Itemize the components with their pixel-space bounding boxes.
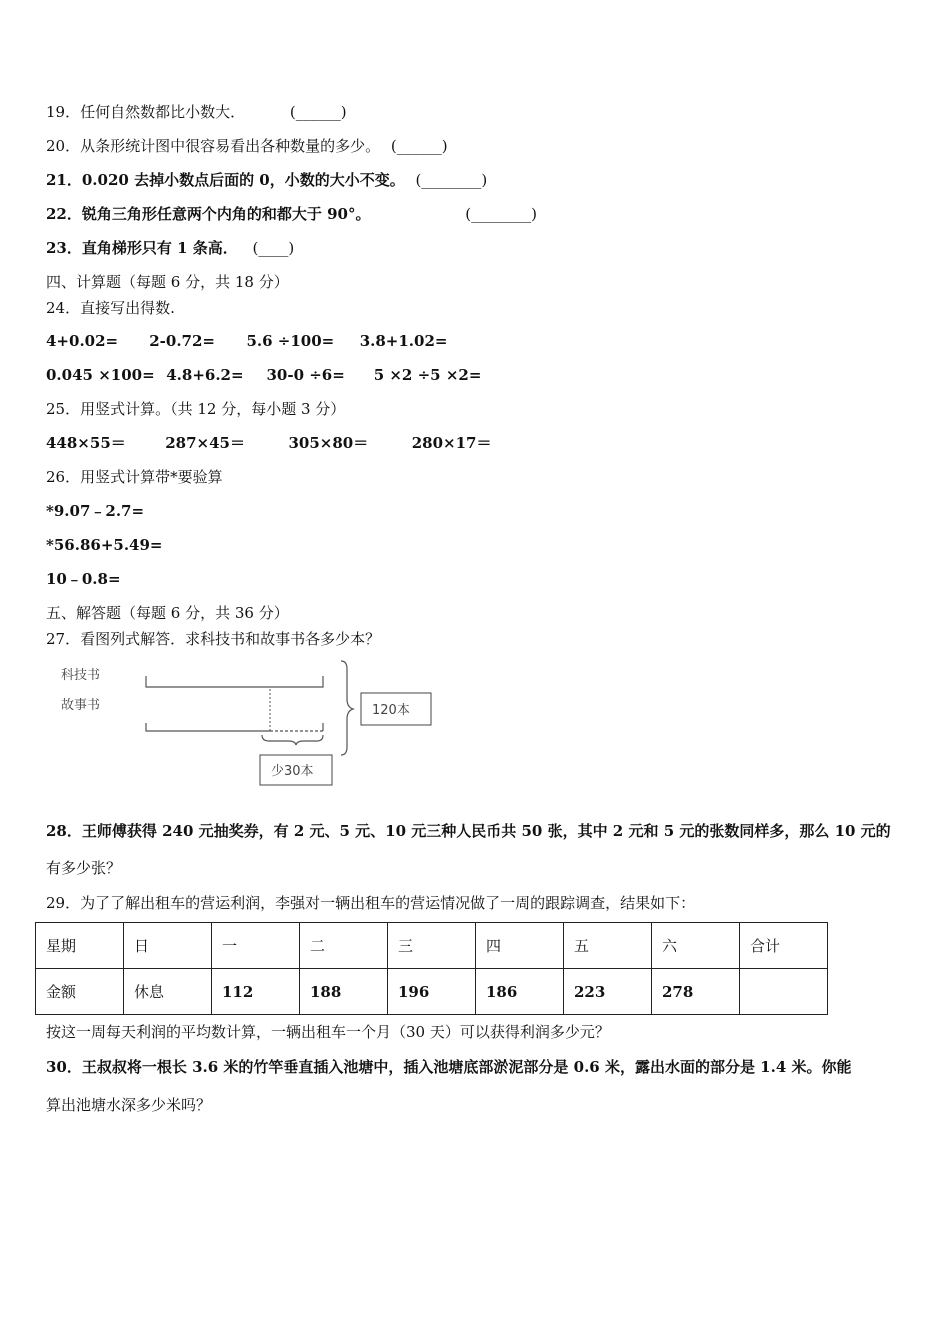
question-29-prompt: 按这一周每天利润的平均数计算，一辆出租车一个月（30 天）可以获得利润多少元？ [46, 1023, 610, 1041]
answer-blank: (______) [289, 103, 347, 121]
difference-brace [262, 735, 323, 745]
question-23-text: 23．直角梯形只有 1 条高． [46, 239, 238, 257]
table-cell: 188 [300, 969, 388, 1015]
profit-table [35, 922, 828, 1015]
expr: 448×55＝ [46, 434, 126, 452]
question-30-text: 30．王叔叔将一根长 3.6 米的竹竿垂直插入池塘中，插入池塘底部淤泥部分是 0.6 米，露出水面的部分是 1.4 米。你能 [46, 1058, 852, 1076]
expr: 5.6 ÷100= [246, 332, 335, 350]
table-cell: 休息 [124, 969, 212, 1015]
expr: 30-0 ÷6= [266, 366, 345, 384]
table-cell: 196 [388, 969, 476, 1015]
question-23 [46, 238, 294, 258]
table-cell-total [740, 969, 828, 1015]
table-cell: 112 [212, 969, 300, 1015]
table-cell: 五 [564, 923, 652, 969]
story-books-bar [146, 723, 270, 731]
question-28-line-2: 有多少张？ [46, 859, 122, 877]
section-5-heading: 五、解答题（每题 6 分，共 36 分） [46, 604, 289, 622]
expr: 4+0.02= [46, 332, 119, 350]
question-22-text: 22．锐角三角形任意两个内角的和都大于 90°。 [46, 205, 371, 223]
answer-blank: (________) [415, 171, 488, 189]
expr: 0.045 ×100= [46, 366, 155, 384]
answer-blank: (______) [390, 137, 448, 155]
table-cell: 二 [300, 923, 388, 969]
answer-blank: (____) [252, 239, 295, 257]
question-27: 27．看图列式解答．求科技书和故事书各多少本？ [46, 630, 381, 648]
table-cell: 日 [124, 923, 212, 969]
q26-expr-b: *56.86+5.49= [46, 536, 163, 554]
question-21-text: 21．0.020 去掉小数点后面的 0，小数的大小不变。 [46, 171, 405, 189]
table-cell: 三 [388, 923, 476, 969]
expr: 305×80＝ [288, 434, 369, 452]
q25-row [46, 433, 491, 453]
expr: 280×17＝ [411, 434, 492, 452]
science-books-bar [146, 676, 323, 687]
question-20-text: 20．从条形统计图中很容易看出各种数量的多少。 [46, 137, 381, 155]
table-cell: 星期 [36, 923, 124, 969]
table-cell: 223 [564, 969, 652, 1015]
expr: 2-0.72= [149, 332, 215, 350]
answer-blank: (________) [465, 205, 537, 223]
table-cell: 合计 [740, 923, 828, 969]
q24-row-2 [46, 365, 481, 385]
total-brace [341, 661, 353, 755]
table-cell: 278 [652, 969, 740, 1015]
table-cell: 六 [652, 923, 740, 969]
question-25: 25．用竖式计算。（共 12 分，每小题 3 分） [46, 400, 346, 418]
question-19 [46, 102, 347, 122]
q26-expr-c: 10﹣0.8= [46, 570, 121, 588]
expr: 287×45＝ [165, 434, 245, 452]
q27-figure [55, 655, 445, 790]
question-21 [46, 170, 487, 190]
question-26: 26．用竖式计算带*要验算 [46, 468, 223, 486]
question-22 [46, 204, 537, 224]
question-20 [46, 136, 448, 156]
total-label: 120本 [372, 703, 410, 718]
table-cell: 四 [476, 923, 564, 969]
q24-row-1 [46, 331, 447, 351]
table-row [36, 969, 828, 1015]
expr: 3.8+1.02= [359, 332, 448, 350]
label-story-books: 故事书 [61, 698, 101, 713]
question-24: 24．直接写出得数. [46, 299, 175, 317]
question-29: 29．为了了解出租车的营运利润，李强对一辆出租车的营运情况做了一周的跟踪调查，结果如下： [46, 894, 696, 912]
section-4-heading: 四、计算题（每题 6 分，共 18 分） [46, 273, 289, 291]
question-19-text: 19．任何自然数都比小数大． [46, 103, 246, 121]
expr: 4.8+6.2= [166, 366, 244, 384]
table-cell: 金额 [36, 969, 124, 1015]
difference-label: 少30本 [271, 764, 314, 779]
table-header-row [36, 923, 828, 969]
table-cell: 一 [212, 923, 300, 969]
question-30-line-2: 算出池塘水深多少米吗？ [46, 1096, 212, 1114]
question-28-text: 28．王师傅获得 240 元抽奖券，有 2 元、5 元、10 元三种人民币共 50 张，其中 2 元和 5 元的张数同样多，那么 10 元的 [46, 822, 891, 840]
label-science-books: 科技书 [61, 668, 101, 683]
q26-expr-a: *9.07﹣2.7= [46, 502, 145, 520]
question-28-line-1 [46, 821, 891, 841]
table-cell: 186 [476, 969, 564, 1015]
question-30-line-1 [46, 1057, 852, 1077]
expr: 5 ×2 ÷5 ×2= [373, 366, 482, 384]
